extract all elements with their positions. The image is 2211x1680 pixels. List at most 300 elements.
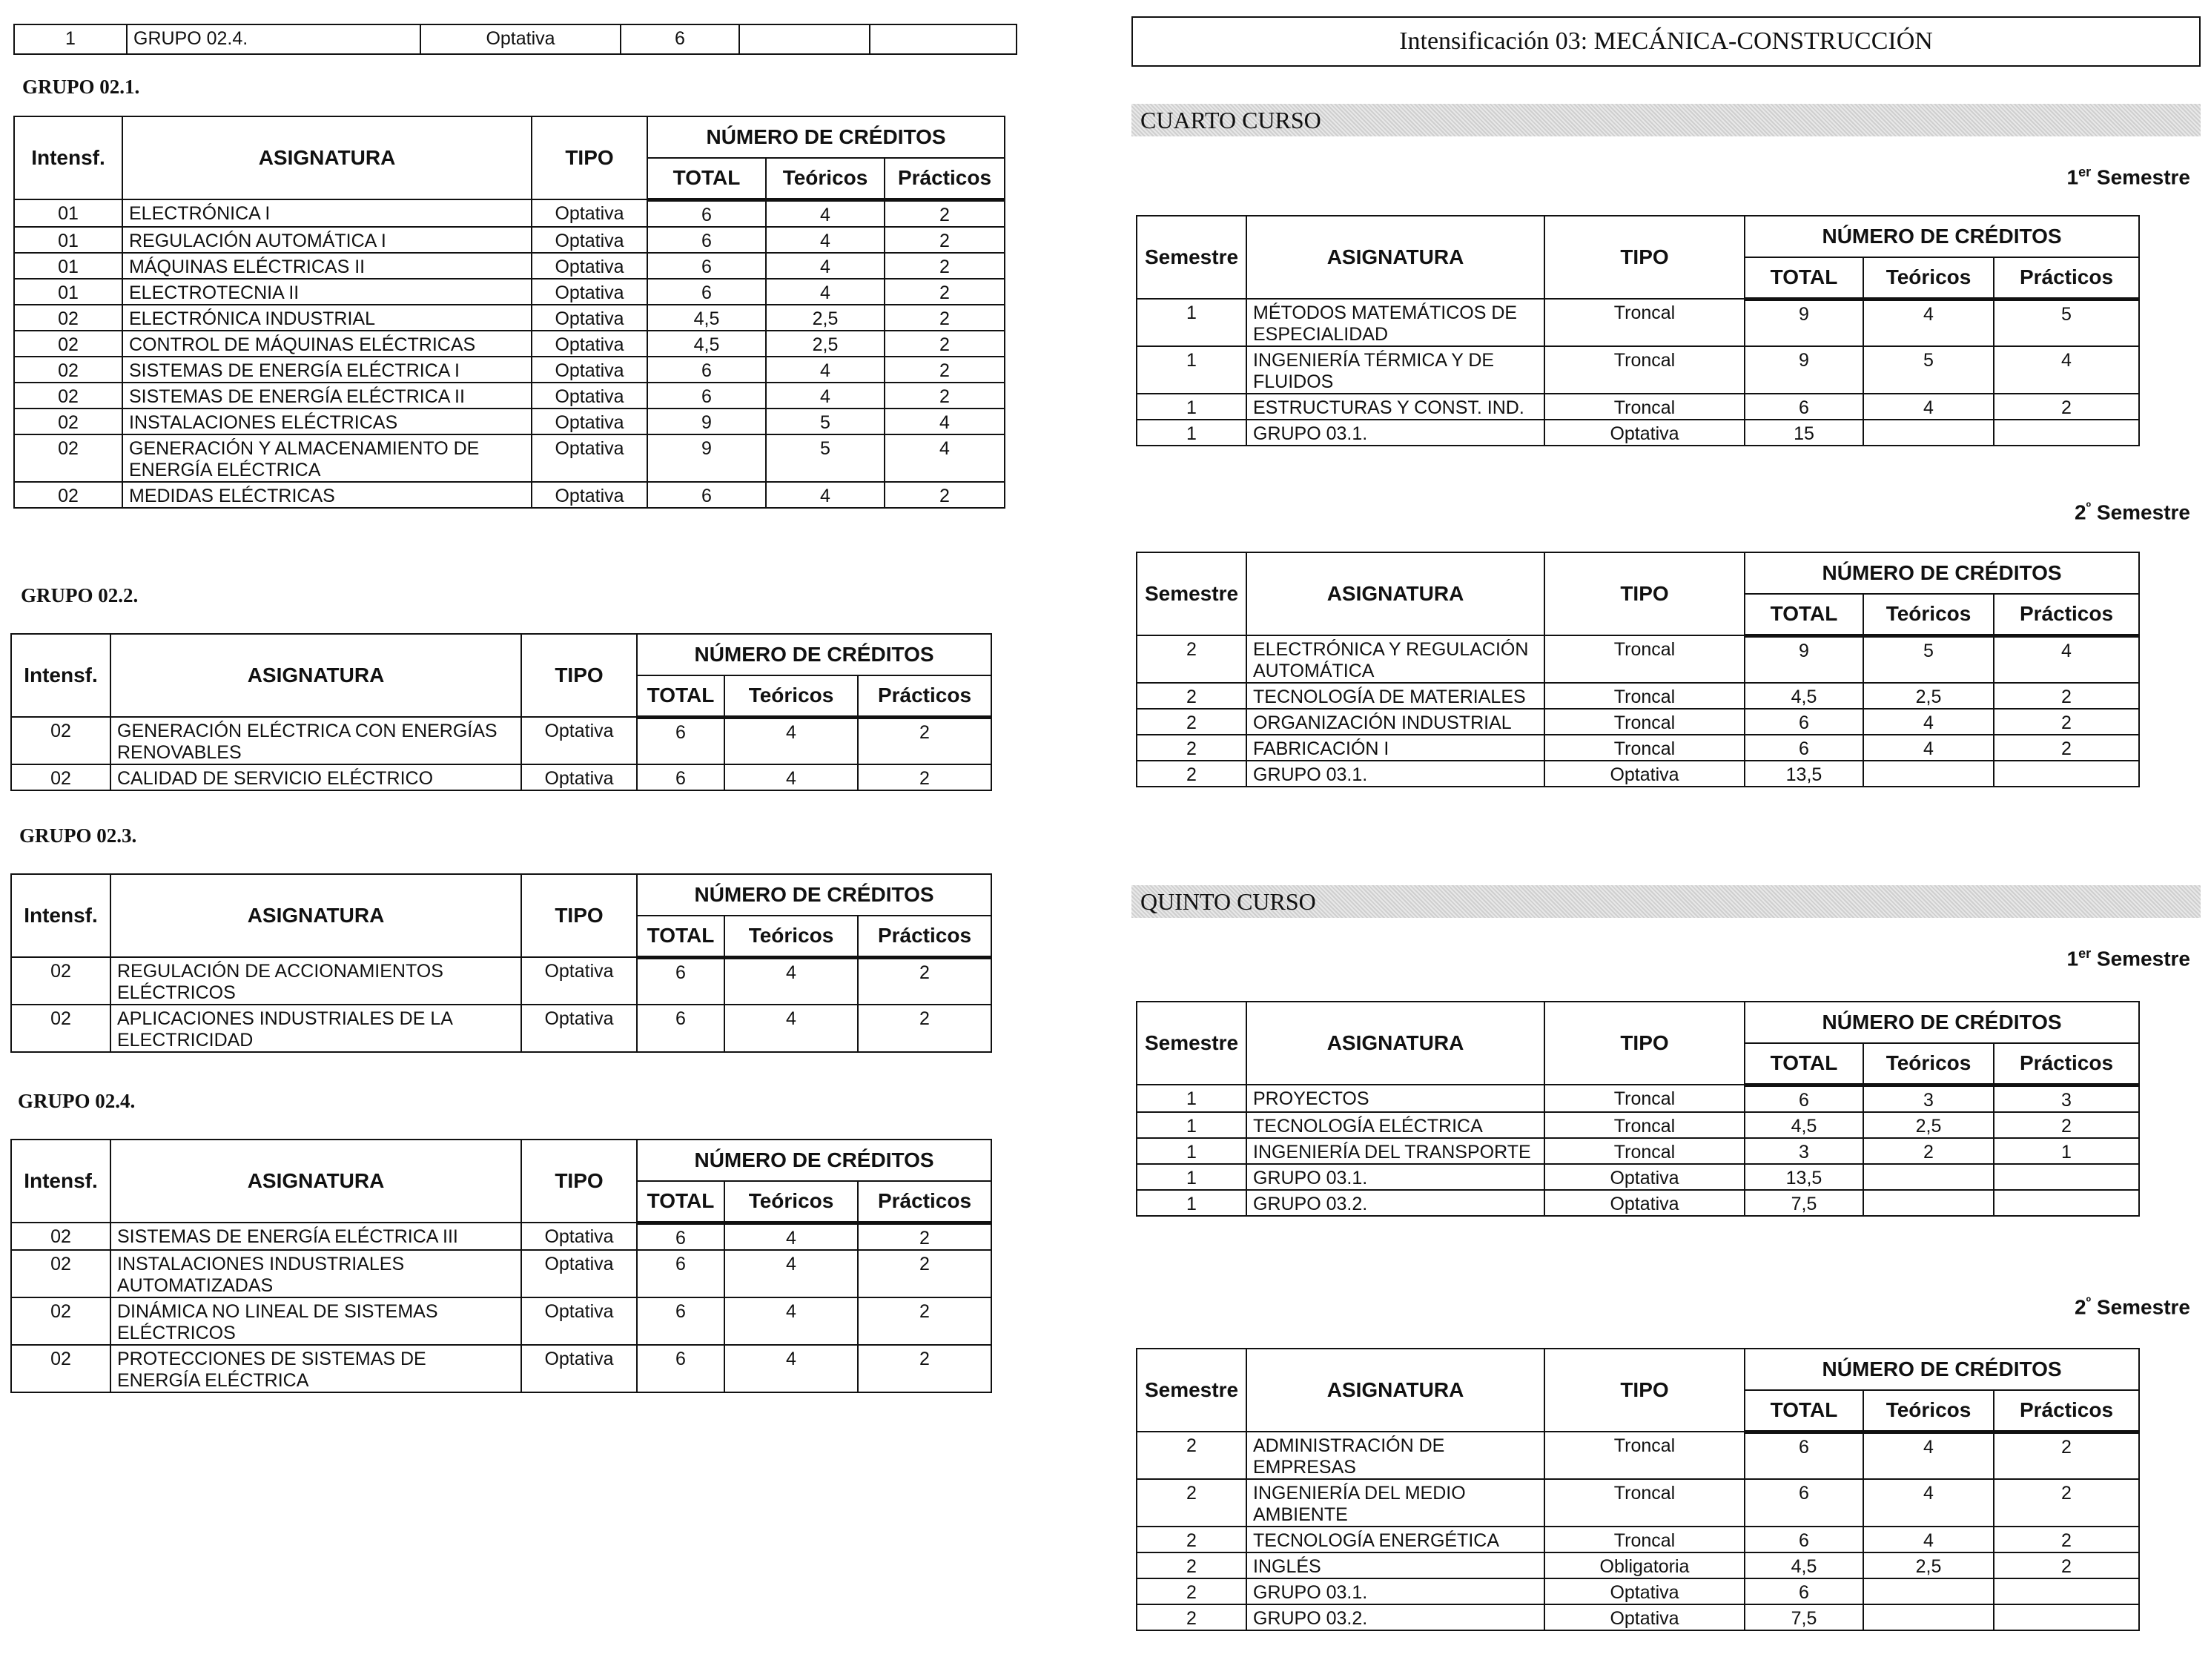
header-numero-creditos: NÚMERO DE CRÉDITOS	[637, 1140, 991, 1181]
header-teoricos: Teóricos	[1863, 1390, 1994, 1432]
header-teoricos: Teóricos	[1863, 257, 1994, 299]
cell-tipo: Optativa	[532, 409, 647, 434]
cell-teoricos: 4	[1863, 394, 1994, 420]
cell-asignatura: SISTEMAS DE ENERGÍA ELÉCTRICA I	[122, 357, 532, 383]
header-total: TOTAL	[637, 675, 724, 717]
table-row	[1137, 1552, 2139, 1578]
table-row	[11, 764, 991, 790]
cell-asignatura: FABRICACIÓN I	[1246, 735, 1544, 761]
header-tipo: TIPO	[521, 1140, 637, 1223]
cell-tipo: Troncal	[1544, 709, 1745, 735]
table-row	[1137, 1527, 2139, 1552]
table-row	[14, 305, 1005, 331]
cell-total: 7,5	[1745, 1190, 1863, 1216]
cell-teoricos: 3	[1863, 1085, 1994, 1112]
cell-practicos: 3	[1994, 1085, 2139, 1112]
header-teoricos: Teóricos	[724, 675, 858, 717]
cell-asignatura: REGULACIÓN DE ACCIONAMIENTOS ELÉCTRICOS	[110, 957, 521, 1005]
cell-asignatura: ESTRUCTURAS Y CONST. IND.	[1246, 394, 1544, 420]
cell-tipo: Troncal	[1544, 635, 1745, 683]
table-row	[1137, 1112, 2139, 1138]
continuation-row-table	[13, 24, 1017, 55]
header-teoricos: Teóricos	[766, 158, 885, 199]
header-asignatura: ASIGNATURA	[1246, 1349, 1544, 1432]
cell-teoricos	[1863, 1604, 1994, 1630]
cell-tipo: Obligatoria	[1544, 1552, 1745, 1578]
cell-practicos: 2	[1994, 1479, 2139, 1527]
table-row	[11, 1345, 991, 1392]
table-row	[14, 383, 1005, 409]
header-asignatura: ASIGNATURA	[122, 116, 532, 199]
table-row	[1137, 420, 2139, 446]
cell-teoricos	[1863, 1164, 1994, 1190]
cell-semestre: 2	[1137, 635, 1246, 683]
cell-teoricos	[1863, 1190, 1994, 1216]
header-total: TOTAL	[637, 916, 724, 957]
cell-asignatura: INGENIERÍA DEL MEDIO AMBIENTE	[1246, 1479, 1544, 1527]
cell-tipo: Troncal	[1544, 1138, 1745, 1164]
cell-teoricos: 5	[1863, 346, 1994, 394]
cell-asignatura: ORGANIZACIÓN INDUSTRIAL	[1246, 709, 1544, 735]
cell-practicos: 2	[1994, 1432, 2139, 1479]
header-total: TOTAL	[1745, 594, 1863, 635]
cell-practicos	[1994, 420, 2139, 446]
cell-practicos	[870, 24, 1017, 54]
cell-practicos: 2	[858, 1250, 991, 1297]
cell-tipo: Optativa	[532, 357, 647, 383]
cell-total: 6	[637, 1005, 724, 1052]
cell-tipo: Optativa	[1544, 420, 1745, 446]
cell-teoricos	[739, 24, 870, 54]
cell-total: 6	[647, 482, 766, 508]
cell-intensif: 01	[14, 199, 122, 227]
header-tipo: TIPO	[1544, 552, 1745, 635]
semester-label: $2^º$ Semestre	[2074, 1294, 2190, 1319]
cell-teoricos: 4	[1863, 1479, 1994, 1527]
header-semestre: Semestre	[1137, 216, 1246, 299]
cell-total: 6	[637, 1345, 724, 1392]
cell-practicos: 4	[1994, 346, 2139, 394]
cell-total: 6	[1745, 1578, 1863, 1604]
cell-intensif: 02	[14, 434, 122, 482]
cell-practicos: 2	[885, 253, 1005, 279]
cell-tipo: Optativa	[521, 1005, 637, 1052]
table-row	[11, 957, 991, 1005]
header-tipo: TIPO	[521, 634, 637, 717]
cell-semestre: 1	[1137, 394, 1246, 420]
cell-asignatura: PROYECTOS	[1246, 1085, 1544, 1112]
cell-asignatura: MÉTODOS MATEMÁTICOS DE ESPECIALIDAD	[1246, 299, 1544, 346]
cell-semestre: 2	[1137, 1604, 1246, 1630]
cell-total: 6	[1745, 1479, 1863, 1527]
cell-intensif: 01	[14, 253, 122, 279]
cell-semestre: 2	[1137, 1578, 1246, 1604]
cell-tipo: Optativa	[1544, 1190, 1745, 1216]
cell-tipo: Optativa	[1544, 1604, 1745, 1630]
header-practicos: Prácticos	[1994, 594, 2139, 635]
cell-practicos: 2	[1994, 1527, 2139, 1552]
cell-tipo: Troncal	[1544, 1479, 1745, 1527]
cell-practicos	[1994, 1164, 2139, 1190]
cell-teoricos: 2,5	[766, 305, 885, 331]
cell-tipo: Optativa	[521, 1250, 637, 1297]
cell-semestre: 2	[1137, 735, 1246, 761]
cell-total: 6	[621, 24, 739, 54]
cell-asignatura: ADMINISTRACIÓN DE EMPRESAS	[1246, 1432, 1544, 1479]
cell-practicos: 2	[885, 482, 1005, 508]
course-banner	[1131, 104, 2201, 136]
cell-tipo: Optativa	[532, 383, 647, 409]
cell-asignatura: INGENIERÍA TÉRMICA Y DE FLUIDOS	[1246, 346, 1544, 394]
cell-teoricos: 4	[1863, 709, 1994, 735]
cell-practicos: 2	[858, 764, 991, 790]
cell-practicos: 2	[885, 357, 1005, 383]
cell-tipo: Optativa	[1544, 761, 1745, 787]
cell-tipo: Optativa	[532, 331, 647, 357]
table-row	[1137, 1085, 2139, 1112]
cell-total: 9	[1745, 635, 1863, 683]
cell-total: 9	[1745, 346, 1863, 394]
cell-asignatura: GRUPO 03.1.	[1246, 1578, 1544, 1604]
course-title: CUARTO CURSO	[1140, 107, 1321, 133]
cell-intensif: 1	[14, 24, 127, 54]
cell-asignatura: GRUPO 02.4.	[127, 24, 420, 54]
cell-practicos: 2	[1994, 735, 2139, 761]
cell-intensif: 02	[14, 383, 122, 409]
cell-practicos	[1994, 1190, 2139, 1216]
cell-asignatura: TECNOLOGÍA DE MATERIALES	[1246, 683, 1544, 709]
cell-tipo: Troncal	[1544, 1527, 1745, 1552]
cell-teoricos: 2,5	[766, 331, 885, 357]
cell-teoricos: 4	[724, 1005, 858, 1052]
cell-teoricos: 5	[1863, 635, 1994, 683]
cell-semestre: 2	[1137, 1432, 1246, 1479]
cell-teoricos: 4	[766, 199, 885, 227]
cell-semestre: 2	[1137, 1527, 1246, 1552]
cell-intensif: 01	[14, 279, 122, 305]
cell-total: 6	[647, 199, 766, 227]
cell-asignatura: GENERACIÓN ELÉCTRICA CON ENERGÍAS RENOVABLES	[110, 717, 521, 764]
course-title: QUINTO CURSO	[1140, 888, 1316, 915]
cell-practicos: 4	[1994, 635, 2139, 683]
table-row	[14, 227, 1005, 253]
cell-intensif: 02	[14, 409, 122, 434]
table-row	[1137, 683, 2139, 709]
cell-semestre: 1	[1137, 299, 1246, 346]
cell-practicos	[1994, 1578, 2139, 1604]
cell-intensif: 02	[14, 331, 122, 357]
cell-semestre: 2	[1137, 761, 1246, 787]
cell-intensif: 02	[11, 1223, 110, 1250]
header-asignatura: ASIGNATURA	[110, 874, 521, 957]
header-total: TOTAL	[1745, 257, 1863, 299]
cell-practicos: 2	[858, 957, 991, 1005]
cell-tipo: Optativa	[532, 482, 647, 508]
table-row	[1137, 394, 2139, 420]
header-tipo: TIPO	[1544, 216, 1745, 299]
header-intensif: Intensf.	[11, 1140, 110, 1223]
cell-teoricos: 4	[1863, 735, 1994, 761]
cell-tipo: Optativa	[521, 957, 637, 1005]
cell-intensif: 01	[14, 227, 122, 253]
cell-tipo: Optativa	[521, 1345, 637, 1392]
cell-teoricos: 5	[766, 409, 885, 434]
cell-teoricos: 2	[1863, 1138, 1994, 1164]
cell-tipo: Troncal	[1544, 1432, 1745, 1479]
cell-tipo: Optativa	[521, 717, 637, 764]
table-row	[1137, 1604, 2139, 1630]
group-title: GRUPO 02.4.	[18, 1090, 136, 1112]
table-row	[1137, 709, 2139, 735]
table-row	[1137, 635, 2139, 683]
header-practicos: Prácticos	[1994, 1043, 2139, 1085]
header-numero-creditos: NÚMERO DE CRÉDITOS	[1745, 1002, 2139, 1043]
cell-asignatura: APLICACIONES INDUSTRIALES DE LA ELECTRICIDAD	[110, 1005, 521, 1052]
cell-practicos: 2	[858, 1005, 991, 1052]
cell-intensif: 02	[11, 717, 110, 764]
cell-total: 6	[647, 279, 766, 305]
cell-tipo: Troncal	[1544, 394, 1745, 420]
cell-tipo: Optativa	[532, 227, 647, 253]
cell-intensif: 02	[14, 305, 122, 331]
cell-asignatura: CONTROL DE MÁQUINAS ELÉCTRICAS	[122, 331, 532, 357]
cell-total: 9	[647, 434, 766, 482]
header-numero-creditos: NÚMERO DE CRÉDITOS	[1745, 216, 2139, 257]
cell-asignatura: MEDIDAS ELÉCTRICAS	[122, 482, 532, 508]
course-banner	[1131, 885, 2201, 918]
group-table-02-4	[10, 1139, 992, 1393]
cell-total: 6	[637, 1223, 724, 1250]
table-row	[1137, 1190, 2139, 1216]
header-asignatura: ASIGNATURA	[1246, 1002, 1544, 1085]
header-semestre: Semestre	[1137, 1349, 1246, 1432]
cell-semestre: 1	[1137, 1164, 1246, 1190]
header-numero-creditos: NÚMERO DE CRÉDITOS	[637, 874, 991, 916]
cell-practicos: 2	[885, 383, 1005, 409]
header-intensif: Intensf.	[11, 874, 110, 957]
cell-asignatura: GRUPO 03.2.	[1246, 1190, 1544, 1216]
header-practicos: Prácticos	[1994, 257, 2139, 299]
cell-teoricos: 4	[1863, 1527, 1994, 1552]
cell-teoricos: 4	[766, 279, 885, 305]
cell-teoricos: 4	[724, 717, 858, 764]
cell-practicos: 2	[885, 279, 1005, 305]
cell-practicos: 2	[1994, 1112, 2139, 1138]
cell-tipo: Optativa	[521, 764, 637, 790]
cell-teoricos: 4	[1863, 299, 1994, 346]
header-practicos: Prácticos	[858, 916, 991, 957]
table-row	[14, 253, 1005, 279]
cell-asignatura: CALIDAD DE SERVICIO ELÉCTRICO	[110, 764, 521, 790]
table-row	[11, 1005, 991, 1052]
cell-total: 6	[647, 253, 766, 279]
table-row	[11, 717, 991, 764]
cell-total: 6	[637, 957, 724, 1005]
intensificacion-name: MECÁNICA-CONSTRUCCIÓN	[1593, 27, 1933, 55]
cell-asignatura: ELECTROTECNIA II	[122, 279, 532, 305]
cell-tipo: Optativa	[532, 279, 647, 305]
cell-total: 4,5	[1745, 1552, 1863, 1578]
cell-semestre: 2	[1137, 1552, 1246, 1578]
cell-practicos: 2	[1994, 683, 2139, 709]
cell-teoricos: 2,5	[1863, 683, 1994, 709]
header-semestre: Semestre	[1137, 552, 1246, 635]
header-asignatura: ASIGNATURA	[110, 1140, 521, 1223]
group-title: GRUPO 02.2.	[21, 584, 139, 606]
header-tipo: TIPO	[1544, 1349, 1745, 1432]
cell-teoricos: 4	[766, 482, 885, 508]
cell-practicos: 4	[885, 434, 1005, 482]
cell-tipo: Optativa	[532, 305, 647, 331]
cell-asignatura: GRUPO 03.2.	[1246, 1604, 1544, 1630]
cell-total: 13,5	[1745, 761, 1863, 787]
cell-asignatura: GRUPO 03.1.	[1246, 420, 1544, 446]
header-practicos: Prácticos	[1994, 1390, 2139, 1432]
cell-intensif: 02	[11, 1250, 110, 1297]
cell-practicos: 4	[885, 409, 1005, 434]
cell-total: 6	[1745, 735, 1863, 761]
cell-teoricos: 4	[724, 957, 858, 1005]
cell-tipo: Optativa	[521, 1297, 637, 1345]
table-row	[11, 1250, 991, 1297]
cell-total: 13,5	[1745, 1164, 1863, 1190]
cell-asignatura: ELECTRÓNICA Y REGULACIÓN AUTOMÁTICA	[1246, 635, 1544, 683]
cell-practicos: 2	[885, 227, 1005, 253]
cell-teoricos: 2,5	[1863, 1552, 1994, 1578]
header-teoricos: Teóricos	[1863, 1043, 1994, 1085]
cell-total: 4,5	[647, 305, 766, 331]
cell-teoricos: 4	[1863, 1432, 1994, 1479]
cell-asignatura: INGENIERÍA DEL TRANSPORTE	[1246, 1138, 1544, 1164]
cell-total: 6	[1745, 1432, 1863, 1479]
cell-tipo: Optativa	[1544, 1164, 1745, 1190]
cell-asignatura: MÁQUINAS ELÉCTRICAS II	[122, 253, 532, 279]
header-total: TOTAL	[1745, 1390, 1863, 1432]
cell-practicos: 2	[858, 1345, 991, 1392]
cell-total: 9	[1745, 299, 1863, 346]
cell-asignatura: TECNOLOGÍA ENERGÉTICA	[1246, 1527, 1544, 1552]
cell-semestre: 1	[1137, 1138, 1246, 1164]
cell-tipo: Optativa	[532, 199, 647, 227]
cell-practicos: 2	[885, 305, 1005, 331]
cell-asignatura: INSTALACIONES INDUSTRIALES AUTOMATIZADAS	[110, 1250, 521, 1297]
cell-asignatura: REGULACIÓN AUTOMÁTICA I	[122, 227, 532, 253]
cell-tipo: Optativa	[420, 24, 621, 54]
cell-teoricos	[1863, 1578, 1994, 1604]
semester-table-5-2	[1136, 1348, 2140, 1631]
header-numero-creditos: NÚMERO DE CRÉDITOS	[637, 634, 991, 675]
cell-teoricos: 4	[766, 357, 885, 383]
cell-teoricos: 4	[724, 1297, 858, 1345]
header-asignatura: ASIGNATURA	[1246, 216, 1544, 299]
cell-tipo: Optativa	[521, 1223, 637, 1250]
cell-total: 6	[637, 764, 724, 790]
cell-asignatura: GRUPO 03.1.	[1246, 1164, 1544, 1190]
cell-teoricos: 5	[766, 434, 885, 482]
cell-intensif: 02	[11, 957, 110, 1005]
semester-table-4-1	[1136, 215, 2140, 446]
cell-teoricos: 4	[766, 253, 885, 279]
cell-teoricos: 4	[766, 227, 885, 253]
header-tipo: TIPO	[532, 116, 647, 199]
cell-practicos: 1	[1994, 1138, 2139, 1164]
cell-practicos: 2	[858, 717, 991, 764]
cell-teoricos: 4	[724, 1223, 858, 1250]
cell-asignatura: SISTEMAS DE ENERGÍA ELÉCTRICA III	[110, 1223, 521, 1250]
header-teoricos: Teóricos	[724, 1181, 858, 1223]
table-row	[1137, 1432, 2139, 1479]
cell-total: 4,5	[1745, 1112, 1863, 1138]
table-row	[11, 1223, 991, 1250]
cell-total: 7,5	[1745, 1604, 1863, 1630]
header-intensif: Intensf.	[11, 634, 110, 717]
intensificacion-title	[1131, 16, 2201, 67]
cell-asignatura: PROTECCIONES DE SISTEMAS DE ENERGÍA ELÉCTRICA	[110, 1345, 521, 1392]
cell-asignatura: ELECTRÓNICA I	[122, 199, 532, 227]
cell-tipo: Troncal	[1544, 346, 1745, 394]
table-row	[1137, 346, 2139, 394]
table-row	[1137, 761, 2139, 787]
cell-total: 4,5	[647, 331, 766, 357]
group-table-02-2	[10, 633, 992, 791]
cell-practicos: 2	[858, 1223, 991, 1250]
cell-asignatura: TECNOLOGÍA ELÉCTRICA	[1246, 1112, 1544, 1138]
cell-semestre: 1	[1137, 420, 1246, 446]
table-row	[14, 331, 1005, 357]
header-asignatura: ASIGNATURA	[1246, 552, 1544, 635]
cell-teoricos: 4	[724, 764, 858, 790]
cell-total: 6	[637, 717, 724, 764]
header-teoricos: Teóricos	[724, 916, 858, 957]
cell-teoricos: 4	[766, 383, 885, 409]
semester-table-4-2	[1136, 552, 2140, 787]
cell-practicos: 2	[1994, 1552, 2139, 1578]
header-total: TOTAL	[1745, 1043, 1863, 1085]
cell-semestre: 2	[1137, 709, 1246, 735]
cell-asignatura: GRUPO 03.1.	[1246, 761, 1544, 787]
table-row	[1137, 735, 2139, 761]
cell-intensif: 02	[11, 1297, 110, 1345]
table-row	[14, 482, 1005, 508]
semester-label: $2^º$ Semestre	[2074, 500, 2190, 524]
header-numero-creditos: NÚMERO DE CRÉDITOS	[1745, 1349, 2139, 1390]
header-total: TOTAL	[647, 158, 766, 199]
cell-total: 6	[647, 357, 766, 383]
header-numero-creditos: NÚMERO DE CRÉDITOS	[1745, 552, 2139, 594]
header-practicos: Prácticos	[858, 675, 991, 717]
cell-practicos: 2	[885, 199, 1005, 227]
cell-tipo: Optativa	[532, 434, 647, 482]
cell-practicos: 5	[1994, 299, 2139, 346]
cell-intensif: 02	[11, 1005, 110, 1052]
group-table-02-1	[13, 116, 1005, 509]
table-row	[1137, 299, 2139, 346]
table-row	[14, 357, 1005, 383]
cell-asignatura: INSTALACIONES ELÉCTRICAS	[122, 409, 532, 434]
table-row	[14, 409, 1005, 434]
cell-total: 4,5	[1745, 683, 1863, 709]
cell-tipo: Optativa	[1544, 1578, 1745, 1604]
header-asignatura: ASIGNATURA	[110, 634, 521, 717]
semester-label: 1er Semestre	[2066, 165, 2190, 189]
cell-practicos: 2	[1994, 709, 2139, 735]
cell-intensif: 02	[14, 482, 122, 508]
table-row	[14, 24, 1017, 54]
group-table-02-3	[10, 873, 992, 1053]
header-semestre: Semestre	[1137, 1002, 1246, 1085]
table-row	[11, 1297, 991, 1345]
header-practicos: Prácticos	[885, 158, 1005, 199]
